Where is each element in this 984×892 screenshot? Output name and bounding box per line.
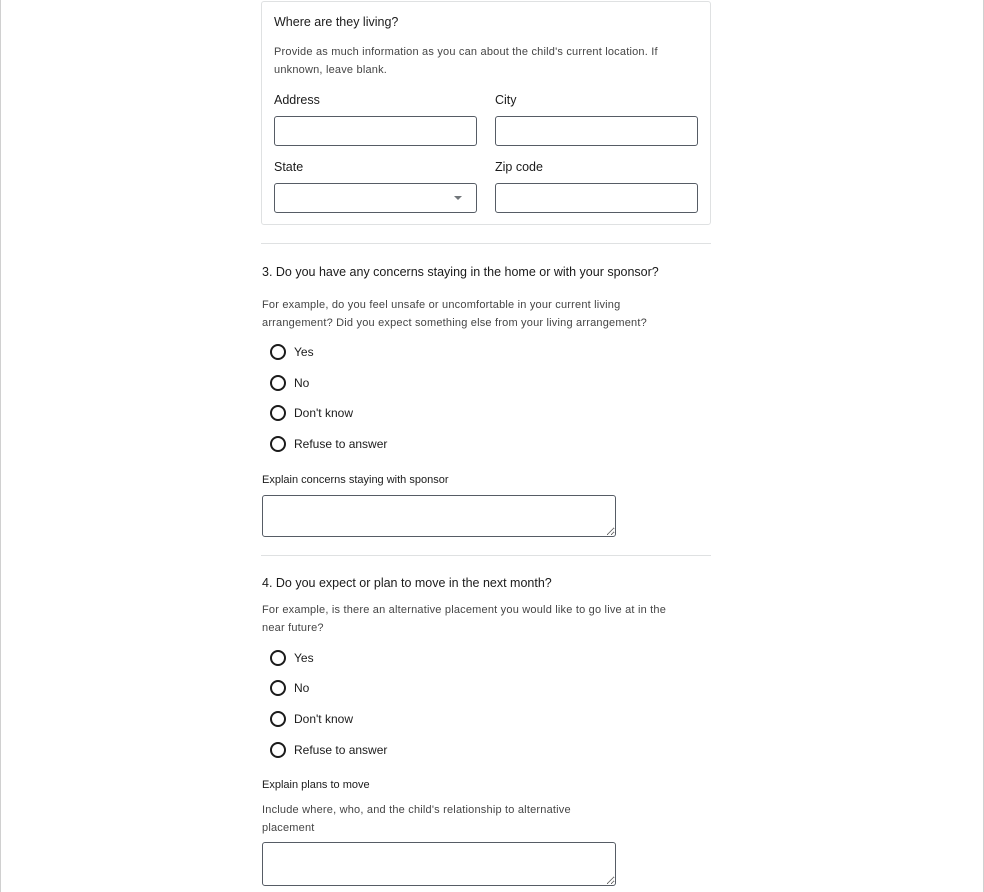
radio-circle-icon [270,711,286,727]
address-label: Address [274,93,320,107]
radio-circle-icon [270,436,286,452]
radio-label: Yes [294,651,314,665]
q3-explain-label: Explain concerns staying with sponsor [262,474,449,486]
q3-radio-dont-know[interactable] [270,404,353,422]
q4-explain-help: Include where, who, and the child's relationship to alternative placement [262,804,571,834]
radio-label: No [294,681,310,695]
radio-label: Refuse to answer [294,743,388,757]
q4-radio-no[interactable] [270,679,309,697]
q3-explain-textarea[interactable] [262,495,616,537]
zip-label: Zip code [495,160,543,174]
q4-title: 4. Do you expect or plan to move in the next month? [262,576,552,590]
radio-circle-icon [270,405,286,421]
location-title: Where are they living? [274,15,399,29]
divider [261,555,711,556]
radio-circle-icon [270,344,286,360]
radio-label: Don't know [294,712,353,726]
q4-radio-yes[interactable] [270,649,314,667]
city-label: City [495,93,517,107]
q3-radio-no[interactable] [270,374,309,392]
state-label: State [274,160,304,174]
q4-radio-dont-know[interactable] [270,710,353,728]
radio-label: Don't know [294,406,353,420]
radio-circle-icon [270,375,286,391]
city-input[interactable] [495,116,698,146]
q4-explain-textarea[interactable] [262,842,616,886]
q3-title: 3. Do you have any concerns staying in the home or with your sponsor? [262,265,659,279]
radio-label: No [294,376,310,390]
q3-radio-yes[interactable] [270,343,314,361]
address-input[interactable] [274,116,477,146]
q3-help: For example, do you feel unsafe or uncomfortable in your current living arrangement? Did you expect something else from your living arrangement? [262,299,647,329]
state-select[interactable] [274,183,477,213]
radio-circle-icon [270,742,286,758]
q4-radio-refuse[interactable] [270,741,387,759]
radio-label: Refuse to answer [294,437,388,451]
divider [261,243,711,244]
q4-explain-label: Explain plans to move [262,779,370,791]
radio-circle-icon [270,650,286,666]
location-help: Provide as much information as you can about the child's current location. If unknown, leave blank. [274,46,658,76]
q3-radio-refuse[interactable] [270,435,387,453]
zip-input[interactable] [495,183,698,213]
radio-label: Yes [294,345,314,359]
q4-help: For example, is there an alternative placement you would like to go live at in the near future? [262,604,667,634]
radio-circle-icon [270,680,286,696]
